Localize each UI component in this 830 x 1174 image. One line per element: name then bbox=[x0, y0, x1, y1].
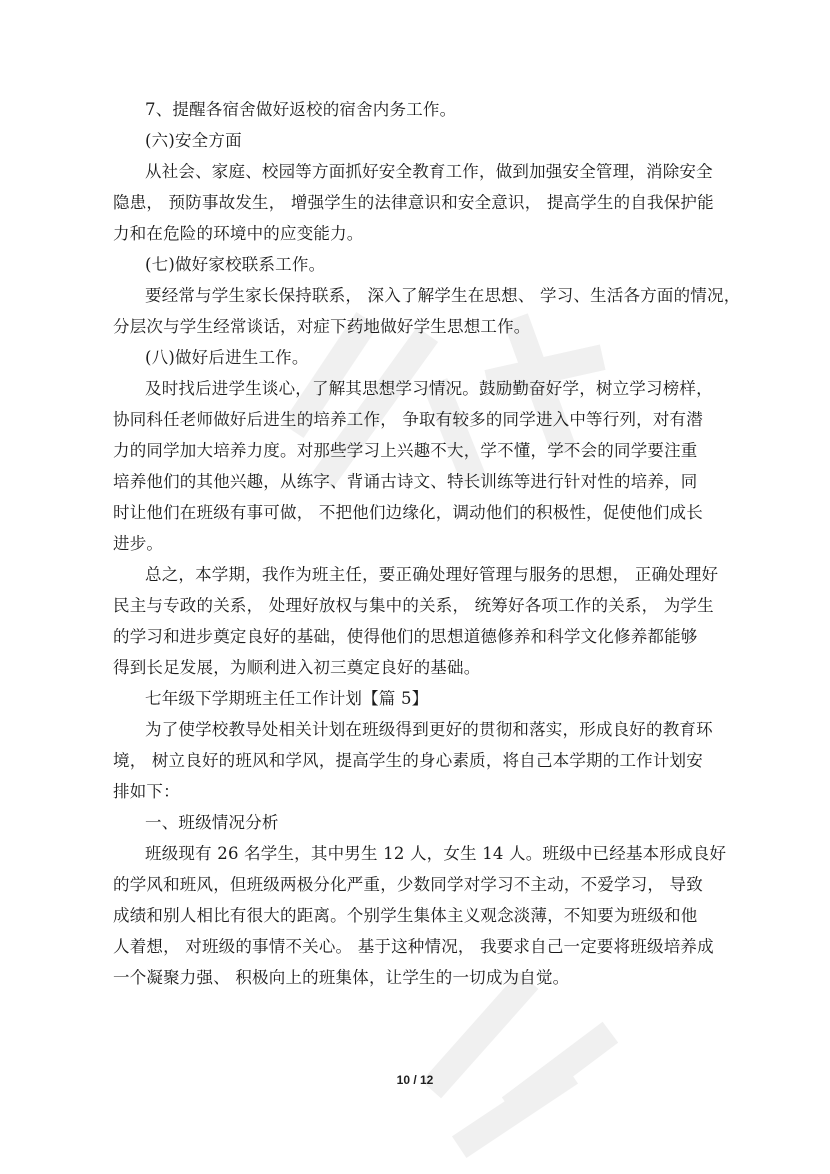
text-line: 人着想， 对班级的事情不关心。 基于这种情况， 我要求自己一定要将班级培养成 bbox=[113, 937, 714, 956]
article-title: 七年级下学期班主任工作计划【篇 5】 bbox=[145, 689, 429, 708]
text-line: 隐患， 预防事故发生， 增强学生的法律意识和安全意识， 提高学生的自我保护能 bbox=[113, 193, 714, 212]
text-line: 时让他们在班级有事可做， 不把他们边缘化，调动他们的积极性，促使他们成长 bbox=[113, 503, 703, 522]
text-line: 的学习和进步奠定良好的基础，使得他们的思想道德修养和科学文化修养都能够 bbox=[113, 627, 698, 646]
text-line: 民主与专政的关系， 处理好放权与集中的关系， 统筹好各项工作的关系， 为学生 bbox=[113, 596, 714, 615]
text-line: 协同科任老师做好后进生的培养工作， 争取有较多的同学进入中等行列，对有潜 bbox=[113, 410, 703, 429]
page-number: 10 / 12 bbox=[396, 1073, 434, 1087]
text-line: 从社会、家庭、校园等方面抓好安全教育工作，做到加强安全管理，消除安全 bbox=[145, 162, 713, 181]
text-line: 培养他们的其他兴趣，从练字、背诵古诗文、特长训练等进行针对性的培养，同 bbox=[113, 472, 698, 491]
watermark-stroke bbox=[470, 1080, 560, 1140]
text-line: 7、提醒各宿舍做好返校的宿舍内务工作。 bbox=[145, 100, 457, 119]
section-heading: (七)做好家校联系工作。 bbox=[145, 255, 326, 274]
section-heading: (八)做好后进生工作。 bbox=[145, 348, 309, 367]
text-line: 成绩和别人相比有很大的距离。个别学生集体主义观念淡薄，不知要为班级和他 bbox=[113, 906, 698, 925]
text-line: 力和在危险的环境中的应变能力。 bbox=[113, 224, 364, 243]
text-line: 排如下： bbox=[113, 782, 180, 801]
text-line: 得到长足发展，为顺利进入初三奠定良好的基础。 bbox=[113, 658, 481, 677]
text-line: 力的同学加大培养力度。对那些学习上兴趣不大，学不懂，学不会的同学要注重 bbox=[113, 441, 698, 460]
text-line: 及时找后进学生谈心，了解其思想学习情况。鼓励勤奋好学，树立学习榜样， bbox=[145, 379, 713, 398]
text-line: 进步。 bbox=[113, 534, 164, 553]
text-line: 班级现有 26 名学生，其中男生 12 人，女生 14 人。班级中已经基本形成良好 bbox=[145, 844, 727, 863]
text-line: 的学风和班风，但班级两极分化严重，少数同学对学习不主动，不爱学习， 导致 bbox=[113, 875, 703, 894]
text-line: 要经常与学生家长保持联系， 深入了解学生在思想、 学习、生活各方面的情况， bbox=[145, 286, 741, 305]
text-line: 分层次与学生经常谈话，对症下药地做好学生思想工作。 bbox=[113, 317, 531, 336]
document-body bbox=[113, 100, 741, 999]
text-line: 总之，本学期，我作为班主任，要正确处理好管理与服务的思想， 正确处理好 bbox=[145, 565, 719, 584]
watermark-stroke bbox=[520, 1040, 600, 1100]
text-line: 一个凝聚力强、 积极向上的班集体，让学生的一切成为自觉。 bbox=[113, 968, 570, 987]
text-line: 为了使学校教导处相关计划在班级得到更好的贯彻和落实，形成良好的教育环 bbox=[145, 720, 713, 739]
section-heading: 一、班级情况分析 bbox=[145, 813, 279, 832]
watermark-stroke bbox=[440, 990, 520, 1080]
text-line: 境， 树立良好的班风和学风，提高学生的身心素质，将自己本学期的工作计划安 bbox=[113, 751, 703, 770]
section-heading: (六)安全方面 bbox=[145, 131, 242, 150]
